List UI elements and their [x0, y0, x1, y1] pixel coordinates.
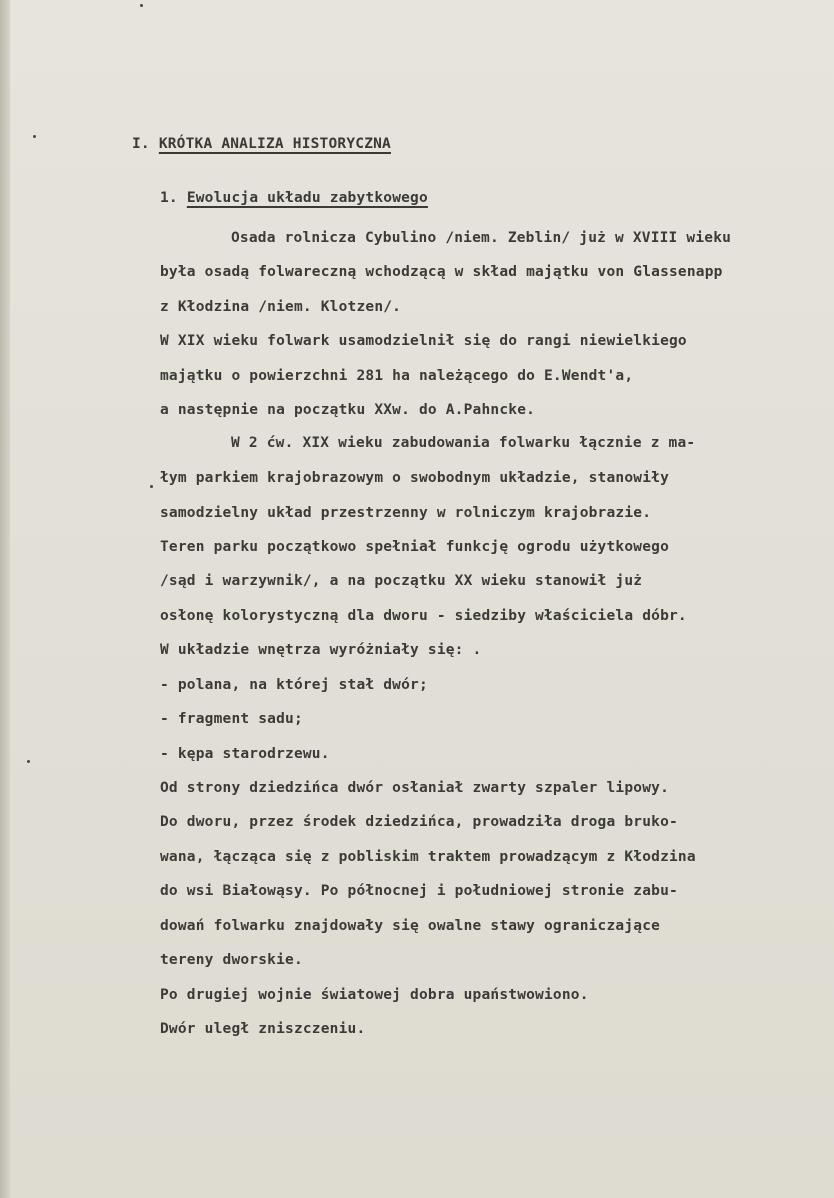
body-line: a następnie na początku XXw. do A.Pahncke.	[160, 402, 536, 418]
margin-speck	[27, 760, 30, 763]
list-item: - polana, na której stał dwór;	[160, 677, 428, 693]
body-line: dowań folwarku znajdowały się owalne stawy ograniczające	[160, 918, 661, 934]
margin-speck	[140, 4, 143, 7]
body-line: Po drugiej wojnie światowej dobra upaństwowiono.	[160, 987, 589, 1003]
margin-speck	[33, 135, 36, 138]
subsection-title: Ewolucja układu zabytkowego	[186, 190, 428, 206]
body-line: W 2 ćw. XIX wieku zabudowania folwarku łącznie z ma-	[231, 435, 696, 451]
body-line: W układzie wnętrza wyróżniały się: .	[160, 642, 482, 658]
body-line: do wsi Białowąsy. Po północnej i południowej stronie zabu-	[160, 883, 678, 899]
body-line: W XIX wieku folwark usamodzielnił się do rangi niewielkiego	[160, 333, 687, 349]
body-line: Od strony dziedzińca dwór osłaniał zwarty szpaler lipowy.	[160, 780, 669, 796]
body-line: majątku o powierzchni 281 ha należącego do E.Wendt'a,	[160, 368, 634, 384]
body-line: samodzielny układ przestrzenny w rolniczym krajobrazie.	[160, 505, 652, 521]
section-number: I.	[132, 136, 150, 152]
list-item: - kępa starodrzewu.	[160, 746, 330, 762]
body-line: Osada rolnicza Cybulino /niem. Zeblin/ już w XVIII wieku	[231, 230, 732, 246]
body-line: z Kłodzina /niem. Klotzen/.	[160, 299, 402, 315]
subsection-number: 1.	[160, 190, 178, 206]
section-title: KRÓTKA ANALIZA HISTORYCZNA	[158, 136, 391, 152]
body-line: łym parkiem krajobrazowym o swobodnym układzie, stanowiły	[160, 470, 669, 486]
subsection-heading	[160, 188, 428, 208]
margin-speck	[150, 485, 153, 488]
body-line: Dwór uległ zniszczeniu.	[160, 1021, 366, 1037]
page-edge-shadow	[0, 0, 10, 1198]
body-line: wana, łącząca się z pobliskim traktem prowadzącym z Kłodzina	[160, 849, 696, 865]
section-heading	[132, 134, 391, 154]
body-line: tereny dworskie.	[160, 952, 303, 968]
list-item: - fragment sadu;	[160, 711, 303, 727]
body-line: /sąd i warzywnik/, a na początku XX wieku stanowił już	[160, 573, 643, 589]
body-line: była osadą folwareczną wchodzącą w skład majątku von Glassenapp	[160, 264, 723, 280]
body-line: Do dworu, przez środek dziedzińca, prowadziła droga bruko-	[160, 814, 678, 830]
body-line: osłonę kolorystyczną dla dworu - siedziby właściciela dóbr.	[160, 608, 687, 624]
body-line: Teren parku początkowo spełniał funkcję ogrodu użytkowego	[160, 539, 669, 555]
